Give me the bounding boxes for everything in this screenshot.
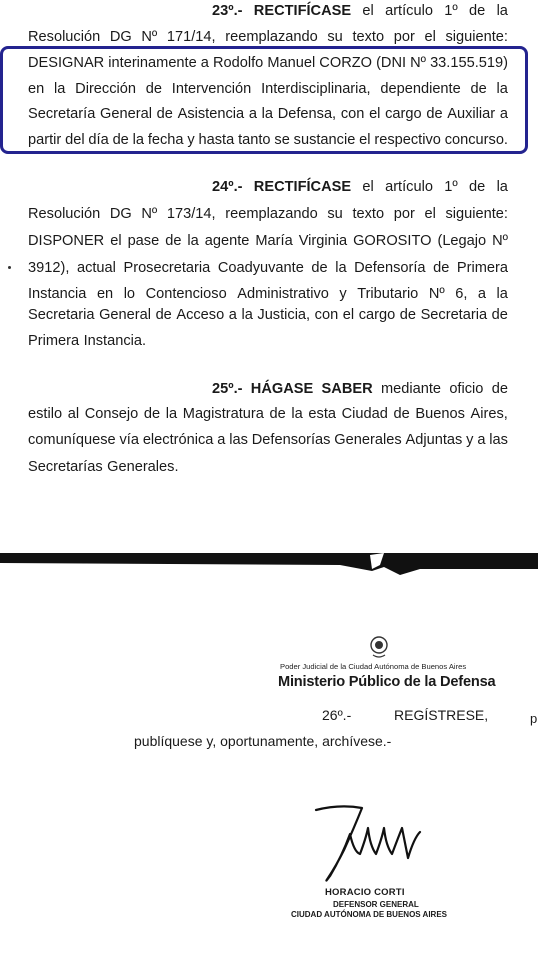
word: oficio [449, 381, 484, 397]
word: y [466, 432, 474, 448]
word: en [96, 286, 114, 302]
word: General [100, 106, 152, 122]
signatory-place: CIUDAD AUTÓNOMA DE BUENOS AIRES [291, 910, 448, 919]
word: de [469, 3, 486, 19]
word: pase [127, 233, 160, 249]
signatory-title: DEFENSOR GENERAL [333, 900, 419, 909]
word: 24º.- [212, 179, 243, 195]
word: dependiente [380, 81, 461, 97]
word: Nº [492, 233, 508, 249]
word: de [143, 406, 161, 422]
word: agente [204, 233, 250, 249]
word: su [327, 29, 343, 45]
word: esta [308, 406, 336, 422]
word: Administrativo [237, 286, 329, 302]
word: siguiente: [445, 29, 508, 45]
word: Secretarías [28, 459, 103, 475]
word: las [489, 432, 508, 448]
art25-line-4 [28, 454, 508, 481]
art24-line-6 [28, 302, 508, 329]
art24-line-1 [212, 174, 508, 201]
word: SABER [321, 381, 373, 397]
art25-line-2 [28, 401, 508, 428]
signatory-name: HORACIO CORTI [325, 887, 405, 898]
word: la [187, 233, 199, 249]
word: Resolución [28, 206, 101, 222]
art26-cut-text: p [530, 711, 538, 726]
word: actual [76, 260, 116, 276]
word: Primera [28, 333, 80, 349]
word: Defensa, [277, 106, 337, 122]
word: a [217, 432, 226, 448]
word: con [340, 106, 365, 122]
word: de [165, 233, 182, 249]
institution-seal-icon [368, 635, 390, 661]
word: de [311, 260, 328, 276]
word: a [477, 432, 486, 448]
word: Primera [456, 260, 508, 276]
word: la [261, 106, 273, 122]
word: la [496, 81, 508, 97]
word: electrónica [142, 432, 214, 448]
word: de [491, 307, 508, 323]
word: el [369, 106, 381, 122]
word: Interdisciplinaria, [261, 81, 371, 97]
word: 171/14, [166, 29, 216, 45]
word: de [156, 106, 173, 122]
word: Secretaria [28, 307, 95, 323]
word: estilo [28, 406, 63, 422]
word: tanto [238, 132, 271, 148]
word: el [342, 307, 355, 323]
word: Asistencia [177, 106, 245, 122]
word: el [362, 179, 374, 195]
word: CORZO [319, 55, 372, 71]
word: 23º.- [212, 3, 243, 19]
handwritten-signature-icon [310, 798, 440, 890]
word: y [339, 286, 347, 302]
word: Virginia [298, 233, 348, 249]
word: texto [352, 206, 385, 222]
word: concurso. [444, 132, 508, 148]
word: el [362, 3, 374, 19]
word: Auxiliar [447, 106, 496, 122]
word: Prosecretaria [123, 260, 211, 276]
word: su [327, 206, 343, 222]
word: las [229, 432, 248, 448]
word: General [99, 307, 151, 323]
word: Acceso [176, 307, 225, 323]
word: el [424, 29, 436, 45]
art23-line-1 [212, 0, 508, 25]
word: partir [28, 132, 62, 148]
word: Nº [428, 286, 445, 302]
word: artículo [385, 179, 433, 195]
word: Tributario [357, 286, 419, 302]
word: a [248, 106, 257, 122]
word: la [165, 406, 178, 422]
art24-line-4 [28, 255, 508, 282]
word: Magistratura [182, 406, 264, 422]
letterhead-line-2: Ministerio Público de la Defensa [278, 674, 496, 690]
word: reemplazando [225, 206, 318, 222]
art25-line-3 [28, 427, 508, 454]
art24-line-2 [28, 201, 508, 228]
word: y [187, 132, 195, 148]
word: Nº [410, 55, 426, 71]
word: María [255, 233, 293, 249]
word: RECTIFÍCASE [253, 179, 352, 195]
word: Coadyuvante [217, 260, 304, 276]
word: 3912), [28, 260, 70, 276]
word: Adjuntas [405, 432, 463, 448]
word: DISPONER [28, 233, 105, 249]
word: la [291, 406, 303, 422]
letterhead-line-1: Poder Judicial de la Ciudad Autónoma de Buenos Aires [280, 662, 467, 671]
word: de [470, 81, 487, 97]
word: cargo [385, 106, 422, 122]
word: al [67, 406, 80, 422]
word: a [200, 55, 209, 71]
word: de [399, 307, 416, 323]
word: de [112, 132, 129, 148]
word: mediante [380, 381, 441, 397]
word: de [145, 81, 162, 97]
word: texto [352, 29, 385, 45]
word: Defensoría [354, 260, 426, 276]
word: reemplazando [225, 29, 318, 45]
word: día [88, 132, 109, 148]
word: 6, [455, 286, 468, 302]
word: Aires, [470, 406, 508, 422]
word: el [424, 206, 436, 222]
word: a [228, 307, 237, 323]
word: de [433, 260, 450, 276]
word: la [241, 307, 253, 323]
word: Secretaría [28, 106, 96, 122]
word: Buenos [415, 406, 465, 422]
word: Nº [141, 29, 158, 45]
word: el [110, 233, 122, 249]
word: RECTIFÍCASE [253, 3, 352, 19]
word: respectivo [374, 132, 441, 148]
word: se [274, 132, 290, 148]
word: Manuel [267, 55, 316, 71]
word: Defensorías [251, 432, 331, 448]
word: Nº [141, 206, 158, 222]
art25-line-1 [212, 376, 508, 403]
word: la [132, 132, 144, 148]
word: 1º [444, 179, 458, 195]
word: Ciudad [341, 406, 388, 422]
word: la [496, 286, 508, 302]
word: la [496, 3, 508, 19]
word: cargo [358, 307, 396, 323]
art24-line-7 [28, 328, 508, 355]
word: 25º.- [212, 381, 243, 397]
word: por [393, 29, 415, 45]
word: siguiente: [445, 206, 508, 222]
word: Instancia. [83, 333, 147, 349]
word: la [496, 179, 508, 195]
word: Rodolfo [212, 55, 264, 71]
page-tear-divider [0, 553, 538, 575]
word: DESIGNAR [28, 55, 105, 71]
word: hasta [198, 132, 235, 148]
word: de [426, 106, 443, 122]
word: 1º [444, 3, 458, 19]
word: a [499, 106, 508, 122]
word: de [269, 406, 286, 422]
art24-line-3 [28, 228, 508, 255]
word: Generales [334, 432, 402, 448]
word: de [491, 381, 508, 397]
word: del [65, 132, 85, 148]
art26-number: 26º.- [322, 707, 352, 723]
word: en [28, 81, 45, 97]
word: HÁGASE [250, 381, 314, 397]
word: Instancia [28, 286, 87, 302]
art26-continuation: publíquese y, oportunamente, archívese.- [134, 733, 392, 749]
word: lo [123, 286, 136, 302]
word: sustancie [293, 132, 356, 148]
word: Contencioso [145, 286, 227, 302]
word: DG [109, 29, 132, 45]
word: de [155, 307, 172, 323]
word: GOROSITO [353, 233, 432, 249]
word: con [314, 307, 339, 323]
word: 33.155.519) [430, 55, 508, 71]
word: Generales. [107, 459, 179, 475]
word: Justicia, [257, 307, 311, 323]
word: a [477, 286, 487, 302]
art26-keyword: REGÍSTRESE, [394, 707, 489, 723]
word: Intervención [171, 81, 252, 97]
word: (Legajo [437, 233, 487, 249]
word: (DNI [376, 55, 407, 71]
word: el [359, 132, 371, 148]
word: Dirección [75, 81, 136, 97]
word: 173/14, [166, 206, 216, 222]
word: de [469, 179, 486, 195]
word: DG [109, 206, 132, 222]
word: la [335, 260, 347, 276]
word: Consejo [84, 406, 139, 422]
word: Secretaria [420, 307, 488, 323]
word: artículo [385, 3, 433, 19]
word: comuníquese [28, 432, 116, 448]
word: vía [119, 432, 139, 448]
word: fecha [147, 132, 184, 148]
word: interinamente [108, 55, 197, 71]
pen-highlight-box [0, 46, 528, 154]
word: Resolución [28, 29, 101, 45]
word: la [54, 81, 66, 97]
word: por [393, 206, 415, 222]
word: de [393, 406, 410, 422]
stray-dot [8, 266, 11, 269]
